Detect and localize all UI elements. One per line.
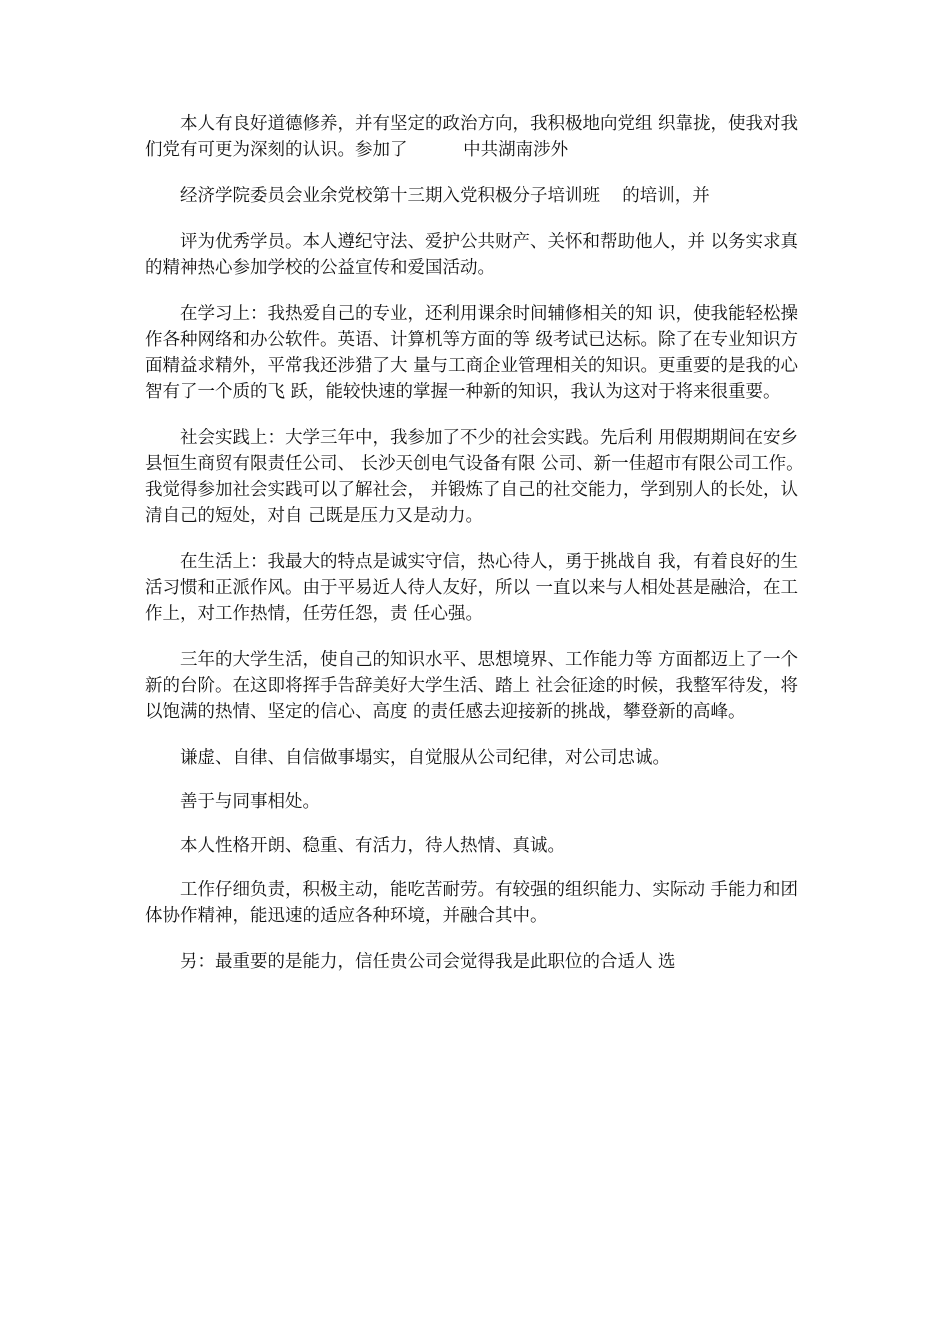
paragraph-work-attitude: 工作仔细负责，积极主动，能吃苦耐劳。有较强的组织能力、实际动 手能力和团体协作精神，能迅速的适应各种环境，并融合其中。 [145, 880, 799, 926]
paragraph-personality: 本人性格开朗、稳重、有活力，待人热情、真诚。 [180, 836, 565, 856]
paragraph-closing: 另：最重要的是能力，信任贵公司会觉得我是此职位的合适人 选 [180, 952, 676, 972]
paragraph-university-summary: 三年的大学生活，使自己的知识水平、思想境界、工作能力等 方面都迈上了一个新的台阶。在这即将挥手告辞美好大学生活、踏上 社会征途的时候，我整军待发，将以饱满的热情、坚定的信心、高度 的责任感去迎接新的挑战，攀登新的高峰。 [145, 650, 799, 722]
paragraph-study: 在学习上：我热爱自己的专业，还利用课余时间辅修相关的知 识，使我能轻松操作各种网络和办公软件。英语、计算机等方面的等 级考试已达标。除了在专业知识方面精益求精外，平常我还涉猎了大 量与工商企业管理相关的知识。更重要的是我的心智有了一个质的飞 跃，能较快速的掌握一种新的知识，我认为这对于将来很重要。 [145, 304, 799, 402]
paragraph-political-3: 评为优秀学员。本人遵纪守法、爱护公共财产、关怀和帮助他人，并 以务实求真的精神热心参加学校的公益宣传和爱国活动。 [145, 232, 799, 278]
paragraph-life: 在生活上：我最大的特点是诚实守信，热心待人，勇于挑战自 我，有着良好的生活习惯和正派作风。由于平易近人待人友好，所以 一直以来与人相处甚是融洽，在工作上，对工作热情，任劳任怨，责 任心强。 [145, 552, 799, 624]
paragraph-political-2: 经济学院委员会业余党校第十三期入党积极分子培训班 的培训，并 [180, 186, 710, 206]
document-body [145, 111, 805, 995]
paragraph-modesty: 谦虚、自律、自信做事塌实，自觉服从公司纪律，对公司忠诚。 [180, 748, 670, 768]
paragraph-colleagues: 善于与同事相处。 [180, 792, 320, 812]
paragraph-political-1: 本人有良好道德修养，并有坚定的政治方向，我积极地向党组 织靠拢，使我对我们党有可更为深刻的认识。参加了 中共湖南涉外 [145, 114, 799, 160]
paragraph-social-practice: 社会实践上：大学三年中，我参加了不少的社会实践。先后利 用假期期间在安乡县恒生商贸有限责任公司、 长沙天创电气设备有限 公司、新一佳超市有限公司工作。我觉得参加社会实践可以了解社会， 并锻炼了自己的社交能力，学到别人的长处，认清自己的短处，对自 己既是压力又是动力。 [145, 428, 804, 526]
